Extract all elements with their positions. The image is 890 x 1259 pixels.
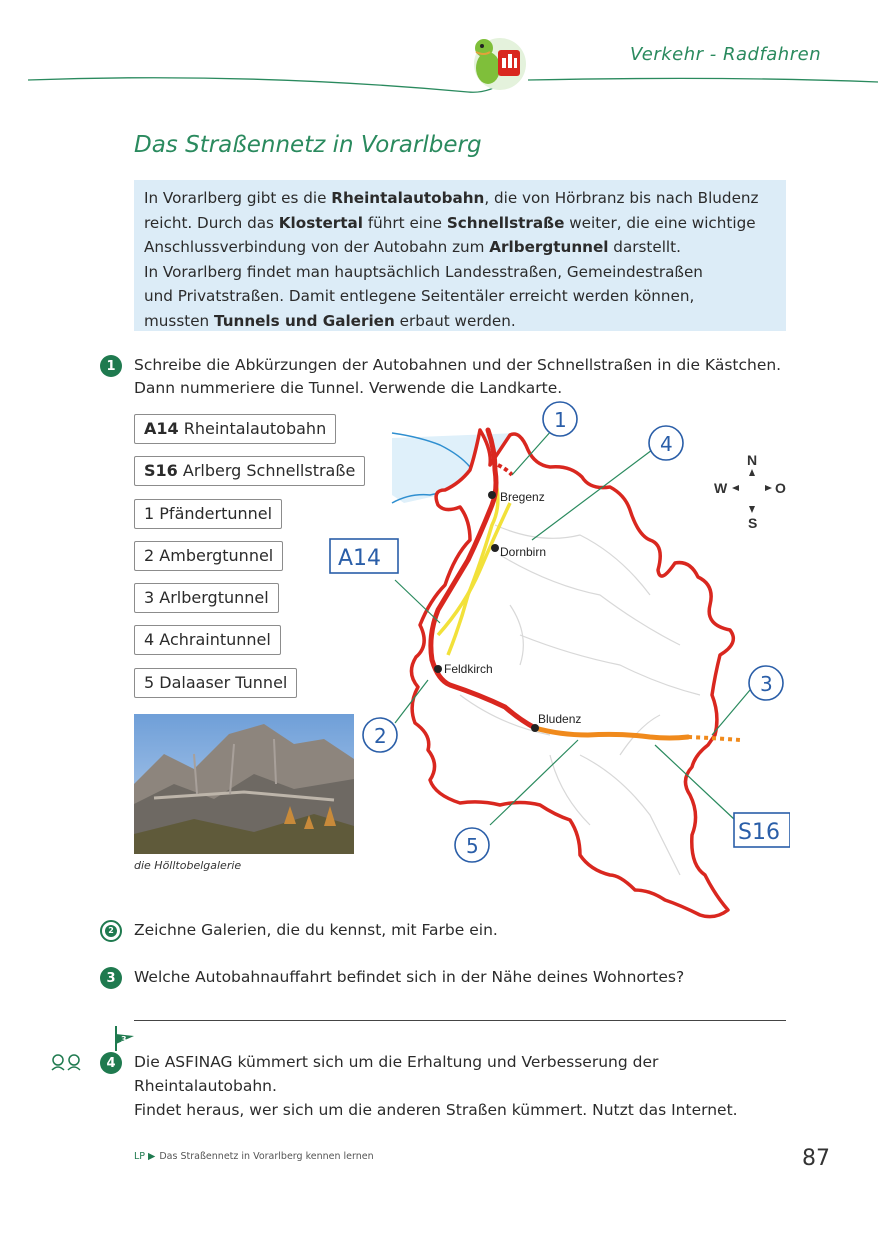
section-title: Verkehr - Radfahren: [630, 44, 822, 65]
task-number-4: 4: [100, 1052, 122, 1074]
handwritten-tunnel-2: 2: [374, 724, 387, 748]
info-line-4: In Vorarlberg findet man hauptsächlich Landesstraßen, Gemeindestraßen: [144, 262, 703, 281]
page-number: 87: [802, 1146, 830, 1171]
city-bludenz: Bludenz: [538, 712, 582, 726]
handwritten-tunnel-3: 3: [760, 672, 773, 696]
handwritten-tunnel-1: 1: [554, 408, 567, 432]
handwritten-a14: A14: [338, 546, 382, 571]
task-4-text: Die ASFINAG kümmert sich um die Erhaltung und Verbesserung der Rheintalautobahn. Findet heraus, wer sich um die anderen Straßen kümmert. Nutzt das Internet.: [134, 1053, 738, 1119]
info-line-1: In Vorarlberg gibt es die Rheintalautobahn, die von Hörbranz bis nach Bludenz: [144, 189, 759, 207]
info-line-2: reicht. Durch das Klostertal führt eine Schnellstraße weiter, die eine wichtige: [144, 213, 756, 232]
task-3-text: Welche Autobahnauffahrt befindet sich in der Nähe deines Wohnortes?: [134, 968, 685, 986]
label-box-tunnel-5: 5 Dalaaser Tunnel: [134, 668, 297, 698]
task-number-3: 3: [100, 967, 122, 989]
info-line-6: mussten Tunnels und Galerien erbaut werden.: [144, 311, 516, 330]
level-flag-icon: [112, 1024, 136, 1052]
label-box-s16: S16 Arlberg Schnellstraße: [134, 456, 365, 486]
city-dot-feldkirch: [434, 665, 442, 673]
dragon-mascot-icon: [462, 32, 532, 96]
task-number-1: 1: [100, 355, 122, 377]
city-bregenz: Bregenz: [500, 490, 545, 504]
compass-n: N: [747, 452, 758, 468]
level-flag-number: 3: [121, 1035, 127, 1044]
city-feldkirch: Feldkirch: [444, 662, 493, 676]
task-1-text: Schreibe die Abkürzungen der Autobahnen und der Schnellstraßen in die Kästchen. Dann nummeriere die Tunnel. Verwende die Landkarte.: [134, 356, 782, 397]
compass-w: W: [714, 480, 728, 496]
label-box-tunnel-4: 4 Achraintunnel: [134, 625, 281, 655]
footer-note: LP ▶ Das Straßennetz in Vorarlberg kennen lernen: [134, 1151, 374, 1162]
compass-rose: [714, 452, 786, 531]
city-dot-dornbirn: [491, 544, 499, 552]
vorarlberg-map: [320, 395, 790, 940]
pair-work-icon: [50, 1053, 90, 1075]
compass-o: O: [775, 480, 786, 496]
answer-line[interactable]: [134, 1020, 786, 1021]
label-box-tunnel-1: 1 Pfändertunnel: [134, 499, 282, 529]
handwritten-tunnel-4: 4: [660, 432, 673, 456]
page-title: Das Straßennetz in Vorarlberg: [134, 132, 482, 158]
task-2-text: Zeichne Galerien, die du kennst, mit Farbe ein.: [134, 921, 498, 939]
city-dornbirn: Dornbirn: [500, 545, 547, 559]
label-box-tunnel-3: 3 Arlbergtunnel: [134, 583, 279, 613]
handwritten-s16: S16: [738, 820, 780, 845]
label-box-tunnel-2: 2 Ambergtunnel: [134, 541, 283, 571]
handwritten-tunnel-5: 5: [466, 834, 479, 858]
info-box: [134, 180, 786, 331]
photo-caption: die Hölltobelgalerie: [134, 859, 242, 872]
city-dot-bregenz: [488, 491, 496, 499]
info-line-3: Anschlussverbindung von der Autobahn zum Arlbergtunnel darstellt.: [144, 238, 681, 256]
info-line-5: und Privatstraßen. Damit entlegene Seitentäler erreicht werden können,: [144, 287, 695, 305]
label-box-a14: A14 Rheintalautobahn: [134, 414, 336, 444]
compass-s: S: [748, 515, 758, 531]
task-number-2: 2: [100, 920, 122, 942]
